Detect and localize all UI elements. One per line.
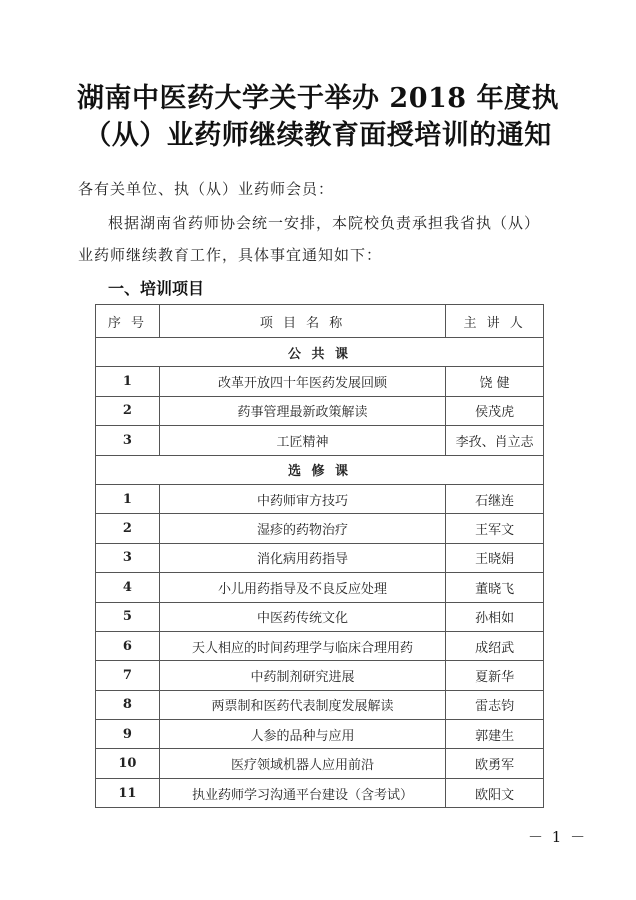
row-index: 7 <box>96 661 160 690</box>
row-lecturer: 李孜、肖立志 <box>446 426 544 455</box>
row-name: 工匠精神 <box>159 426 445 455</box>
row-index: 1 <box>96 484 160 513</box>
row-index: 2 <box>96 396 160 425</box>
row-lecturer: 董晓飞 <box>446 573 544 602</box>
group-label: 公 共 课 <box>96 338 544 367</box>
row-lecturer: 欧勇军 <box>446 749 544 778</box>
document-title-line-1: 湖南中医药大学关于举办 2018 年度执 <box>77 83 559 114</box>
row-name: 人参的品种与应用 <box>159 720 445 749</box>
row-index: 11 <box>96 778 160 807</box>
row-index: 9 <box>96 720 160 749</box>
table-row <box>96 749 544 778</box>
row-lecturer: 王晓娟 <box>446 543 544 572</box>
row-name: 执业药师学习沟通平台建设（含考试） <box>159 778 445 807</box>
table-row <box>96 426 544 455</box>
table-header-row <box>96 305 544 338</box>
row-index: 6 <box>96 631 160 660</box>
header-name: 项 目 名 称 <box>159 305 445 338</box>
group-row-elective <box>96 455 544 484</box>
row-index: 4 <box>96 573 160 602</box>
row-index: 2 <box>96 514 160 543</box>
row-lecturer: 孙相如 <box>446 602 544 631</box>
table-row <box>96 396 544 425</box>
row-lecturer: 王军文 <box>446 514 544 543</box>
row-lecturer: 郭建生 <box>446 720 544 749</box>
row-name: 两票制和医药代表制度发展解读 <box>159 690 445 719</box>
row-name: 药事管理最新政策解读 <box>159 396 445 425</box>
header-index: 序 号 <box>96 305 160 338</box>
row-lecturer: 饶 健 <box>446 367 544 396</box>
row-index: 3 <box>96 543 160 572</box>
body-paragraph-line-1: 根据湖南省药师协会统一安排，本院校负责承担我省执（从） <box>108 214 541 232</box>
row-lecturer: 欧阳文 <box>446 778 544 807</box>
row-name: 改革开放四十年医药发展回顾 <box>159 367 445 396</box>
row-index: 3 <box>96 426 160 455</box>
table-row <box>96 573 544 602</box>
page-number: － 1 － <box>528 828 588 846</box>
table-row <box>96 690 544 719</box>
table-row <box>96 661 544 690</box>
row-name: 医疗领域机器人应用前沿 <box>159 749 445 778</box>
table-row <box>96 514 544 543</box>
group-label: 选 修 课 <box>96 455 544 484</box>
table-row <box>96 543 544 572</box>
salutation: 各有关单位、执（从）业药师会员： <box>78 180 335 198</box>
row-name: 中医药传统文化 <box>159 602 445 631</box>
row-lecturer: 雷志钧 <box>446 690 544 719</box>
row-name: 消化病用药指导 <box>159 543 445 572</box>
table-row <box>96 484 544 513</box>
row-name: 天人相应的时间药理学与临床合理用药 <box>159 631 445 660</box>
row-index: 1 <box>96 367 160 396</box>
row-index: 8 <box>96 690 160 719</box>
group-row-public <box>96 338 544 367</box>
row-name: 小儿用药指导及不良反应处理 <box>159 573 445 602</box>
training-items-table <box>95 304 544 808</box>
row-name: 湿疹的药物治疗 <box>159 514 445 543</box>
table-row <box>96 720 544 749</box>
document-title-line-2: （从）业药师继续教育面授培训的通知 <box>84 120 552 151</box>
row-index: 10 <box>96 749 160 778</box>
row-lecturer: 成绍武 <box>446 631 544 660</box>
row-lecturer: 侯茂虎 <box>446 396 544 425</box>
row-lecturer: 石继连 <box>446 484 544 513</box>
section-heading-training-items: 一、培训项目 <box>108 279 205 298</box>
row-index: 5 <box>96 602 160 631</box>
row-name: 中药师审方技巧 <box>159 484 445 513</box>
table-row <box>96 602 544 631</box>
header-lecturer: 主 讲 人 <box>446 305 544 338</box>
table-row <box>96 778 544 807</box>
row-name: 中药制剂研究进展 <box>159 661 445 690</box>
body-paragraph-line-2: 业药师继续教育工作，具体事宜通知如下： <box>78 246 383 264</box>
row-lecturer: 夏新华 <box>446 661 544 690</box>
table-row <box>96 631 544 660</box>
table-row <box>96 367 544 396</box>
